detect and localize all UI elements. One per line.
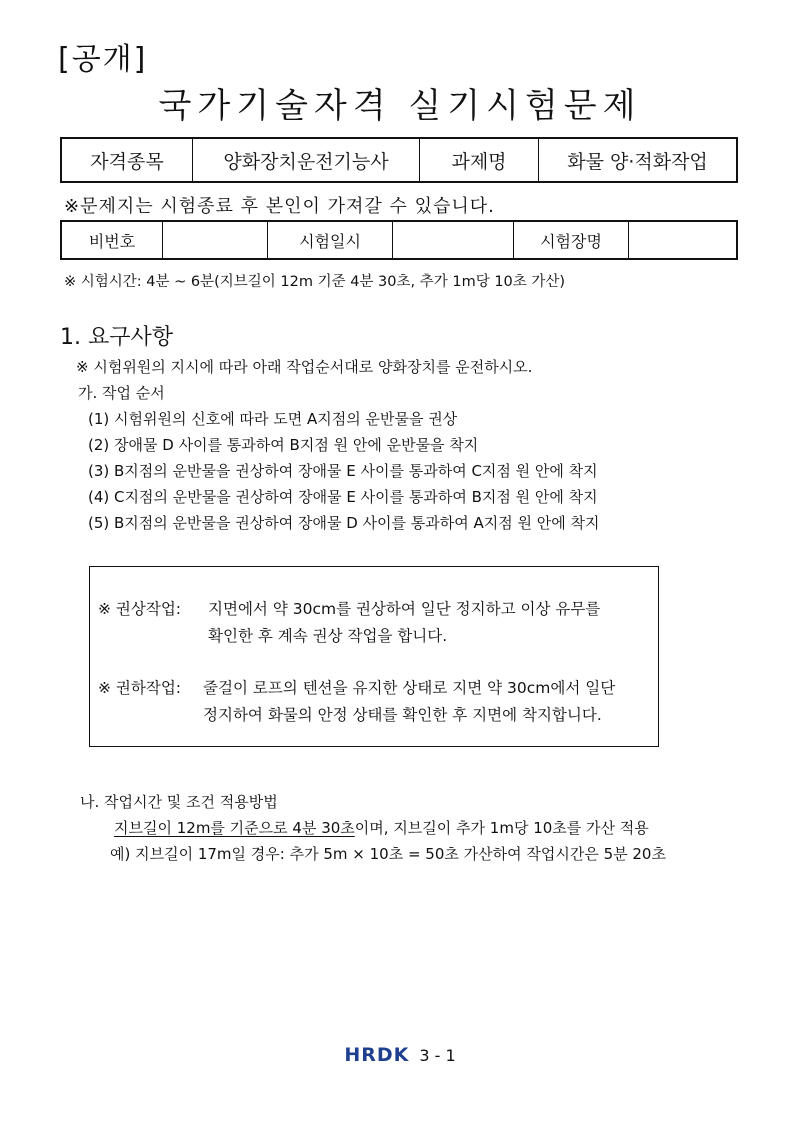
exam-info-table xyxy=(60,220,738,260)
seat-number-label: 비번호 xyxy=(61,221,163,259)
exam-date-label: 시험일시 xyxy=(268,221,393,259)
step-item: (5) B지점의 운반물을 권상하여 장애물 D 사이를 통과하여 A지점 원 안에 착지 xyxy=(88,514,600,532)
hoist-label: ※ 권상작업: xyxy=(98,600,182,618)
hoist-line-1: 지면에서 약 30cm를 권상하여 일단 정지하고 이상 유무를 xyxy=(208,600,601,618)
public-tag: [공개] xyxy=(58,42,148,77)
qualification-table xyxy=(60,137,738,183)
step-item: (3) B지점의 운반물을 권상하여 장애물 E 사이를 통과하여 C지점 원 안에 착지 xyxy=(88,462,598,480)
lower-label: ※ 권하작업: xyxy=(98,679,182,697)
step-item: (2) 장애물 D 사이를 통과하여 B지점 원 안에 운반물을 착지 xyxy=(88,436,479,454)
qualification-value: 양화장치운전기능사 xyxy=(193,138,420,182)
notice-text: ※문제지는 시험종료 후 본인이 가져갈 수 있습니다. xyxy=(64,196,495,217)
exam-site-label: 시험장명 xyxy=(514,221,629,259)
time-rule-rest: 이며, 지브길이 추가 1m당 10초를 가산 적용 xyxy=(354,819,649,837)
exam-time-note: ※ 시험시간: 4분 ~ 6분(지브길이 12m 기준 4분 30초, 추가 1m당 10초 가산) xyxy=(64,274,566,290)
requirements-heading: 1. 요구사항 xyxy=(60,325,173,350)
page-footer xyxy=(0,1044,800,1066)
lower-line-2: 정지하여 화물의 안정 상태를 확인한 후 지면에 착지합니다. xyxy=(203,706,602,724)
instruction-text: ※ 시험위원의 지시에 따라 아래 작업순서대로 양화장치를 운전하시오. xyxy=(76,358,533,376)
time-rule-text xyxy=(114,817,649,838)
exam-site-value[interactable] xyxy=(629,221,738,259)
hoist-line-2: 확인한 후 계속 권상 작업을 합니다. xyxy=(208,627,448,645)
step-item: (1) 시험위원의 신호에 따라 도면 A지점의 운반물을 권상 xyxy=(88,410,458,428)
page-number: 3 - 1 xyxy=(419,1046,456,1065)
task-label: 과제명 xyxy=(420,138,539,182)
exam-date-value[interactable] xyxy=(393,221,514,259)
lower-line-1: 줄걸이 로프의 텐션을 유지한 상태로 지면 약 30cm에서 일단 xyxy=(203,679,616,697)
time-rule-example: 예) 지브길이 17m일 경우: 추가 5m × 10초 = 50초 가산하여 작업시간은 5분 20초 xyxy=(110,845,666,863)
page-title: 국가기술자격 실기시험문제 xyxy=(158,86,642,126)
work-order-heading: 가. 작업 순서 xyxy=(78,384,165,402)
step-item: (4) C지점의 운반물을 권상하여 장애물 E 사이를 통과하여 B지점 원 안에 착지 xyxy=(88,488,598,506)
qualification-label: 자격종목 xyxy=(61,138,193,182)
hrdk-logo: HRDK xyxy=(344,1044,410,1066)
task-value: 화물 양·적화작업 xyxy=(539,138,738,182)
time-rule-heading: 나. 작업시간 및 조건 적용방법 xyxy=(80,793,278,811)
seat-number-value[interactable] xyxy=(163,221,268,259)
time-rule-underlined: 지브길이 12m를 기준으로 4분 30초 xyxy=(114,819,355,837)
